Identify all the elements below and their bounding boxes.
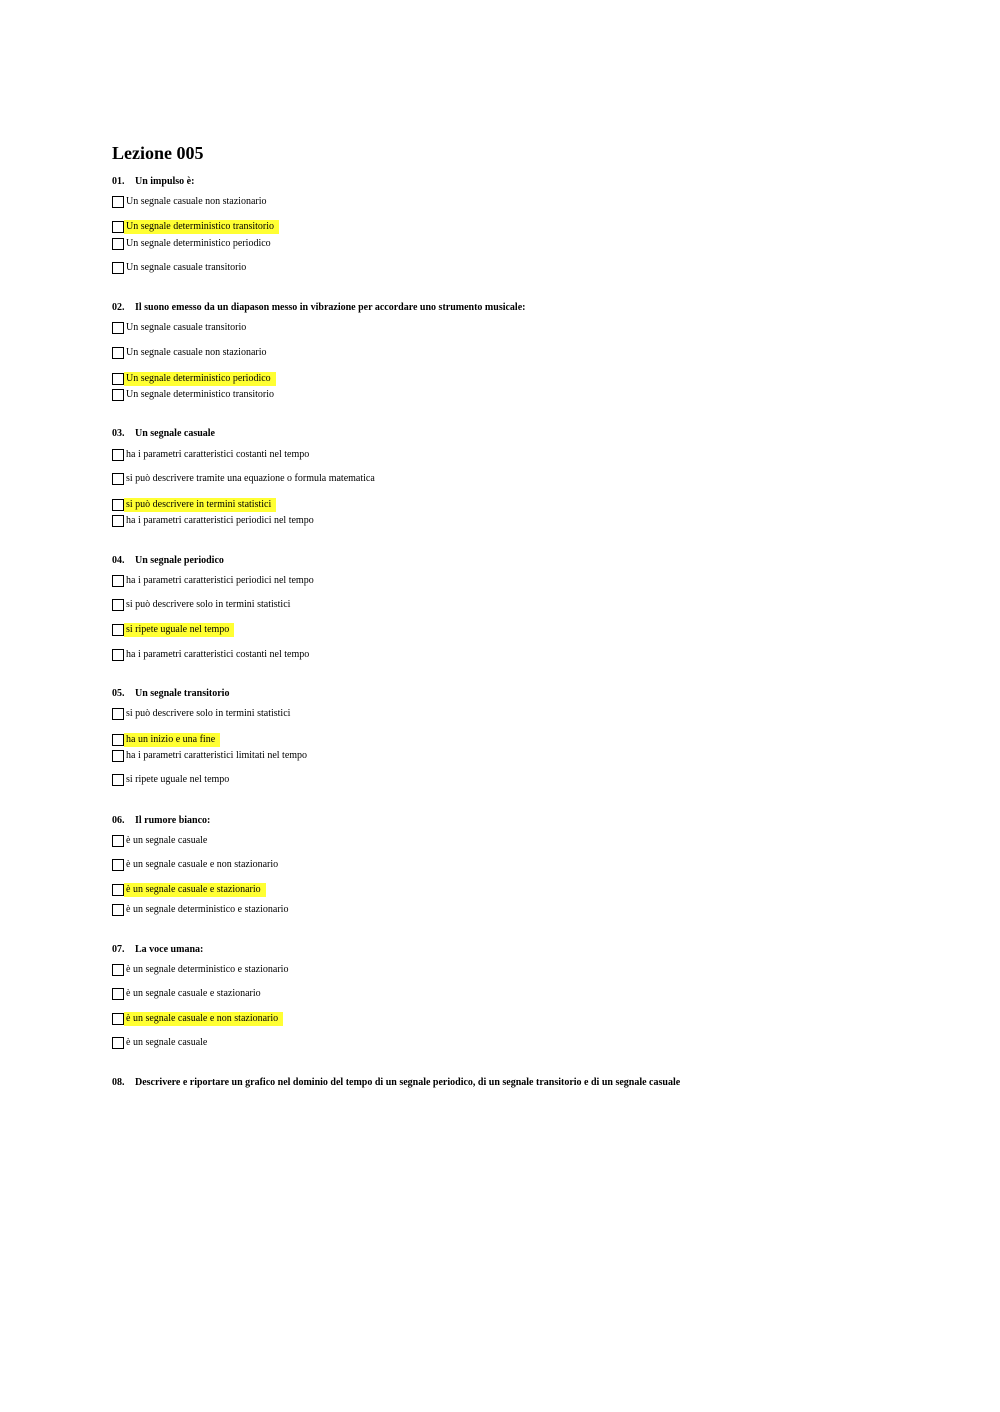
answer-option[interactable] [112,346,272,360]
question-heading [112,554,972,567]
answer-label: Un segnale casuale non stazionario [126,347,267,358]
question-text: Un segnale transitorio [135,688,230,699]
answer-label-highlighted: Un segnale deterministico transitorio [124,220,279,234]
answer-checkbox[interactable] [112,347,124,359]
question-number: 08. [112,1077,125,1088]
question-heading [112,943,972,956]
answer-checkbox[interactable] [112,473,124,485]
answer-checkbox[interactable] [112,988,124,1000]
answer-label: è un segnale deterministico e stazionario [126,964,289,975]
question-heading [112,814,972,827]
answer-checkbox[interactable] [112,750,124,762]
question-text: Descrivere e riportare un grafico nel dominio del tempo di un segnale periodico, di un segnale transitorio e di un segnale casuale [135,1077,681,1088]
answer-checkbox[interactable] [112,649,124,661]
answer-label-highlighted: Un segnale deterministico periodico [124,372,276,386]
question-8 [112,1076,972,1089]
answer-option[interactable] [112,623,234,637]
answer-checkbox[interactable] [112,373,124,385]
question-text: Un segnale periodico [135,555,224,566]
question-number: 03. [112,428,125,439]
answer-option[interactable] [112,195,272,209]
answer-checkbox[interactable] [112,964,124,976]
answer-checkbox[interactable] [112,904,124,916]
answer-checkbox[interactable] [112,499,124,511]
question-text: Un segnale casuale [135,428,215,439]
answer-option[interactable] [112,372,276,386]
question-text: La voce umana: [135,944,204,955]
answer-label: Un segnale casuale transitorio [126,322,247,333]
answer-checkbox[interactable] [112,884,124,896]
question-number: 07. [112,944,125,955]
question-heading [112,301,972,314]
answer-option[interactable] [112,987,266,1001]
question-6 [112,814,972,915]
answer-label: Un segnale deterministico transitorio [126,389,275,400]
question-2 [112,301,972,400]
answer-option[interactable] [112,858,283,872]
answer-label: ha i parametri caratteristici costanti nel tempo [126,649,310,660]
answer-checkbox[interactable] [112,389,124,401]
answer-label-highlighted: è un segnale casuale e stazionario [124,883,266,897]
question-text: Un impulso è: [135,176,195,187]
question-3 [112,427,972,526]
question-4 [112,554,972,660]
answer-checkbox[interactable] [112,196,124,208]
answer-option[interactable] [112,472,380,486]
answer-label: Un segnale casuale transitorio [126,262,247,273]
answer-label-highlighted: si può descrivere in termini statistici [124,498,276,512]
answer-label: ha i parametri caratteristici limitati nel tempo [126,750,308,761]
answer-label-highlighted: ha un inizio e una fine [124,733,220,747]
answer-label: è un segnale casuale [126,835,208,846]
answer-checkbox[interactable] [112,238,124,250]
answer-label: si ripete uguale nel tempo [126,774,230,785]
answer-option[interactable] [112,773,234,787]
answer-option[interactable] [112,903,293,917]
answer-checkbox[interactable] [112,575,124,587]
question-text: Il suono emesso da un diapason messo in vibrazione per accordare uno strumento musicale: [135,302,526,313]
answer-option[interactable] [112,237,276,251]
answer-option[interactable] [112,883,266,897]
answer-option[interactable] [112,834,212,848]
answer-checkbox[interactable] [112,734,124,746]
answer-option[interactable] [112,321,251,335]
answer-option[interactable] [112,963,293,977]
question-heading [112,427,972,440]
answer-option[interactable] [112,733,220,747]
answer-option[interactable] [112,220,279,234]
answer-option[interactable] [112,707,295,721]
answer-option[interactable] [112,598,295,612]
answer-option[interactable] [112,388,279,402]
answer-label: si può descrivere solo in termini statistici [126,599,291,610]
answer-label: ha i parametri caratteristici periodici nel tempo [126,575,314,586]
answer-option[interactable] [112,498,276,512]
answer-checkbox[interactable] [112,1013,124,1025]
answer-checkbox[interactable] [112,221,124,233]
answer-option[interactable] [112,648,314,662]
answer-option[interactable] [112,1012,283,1026]
question-number: 05. [112,688,125,699]
answer-option[interactable] [112,261,251,275]
answer-label: è un segnale casuale e stazionario [126,988,261,999]
question-number: 04. [112,555,125,566]
answer-option[interactable] [112,749,312,763]
question-heading [112,687,972,700]
answer-checkbox[interactable] [112,322,124,334]
question-number: 01. [112,176,125,187]
answer-checkbox[interactable] [112,262,124,274]
answer-checkbox[interactable] [112,1037,124,1049]
answer-label: Un segnale deterministico periodico [126,238,271,249]
answer-label: è un segnale deterministico e stazionario [126,904,289,915]
question-5 [112,687,972,785]
answer-label: Un segnale casuale non stazionario [126,196,267,207]
question-number: 02. [112,302,125,313]
question-1 [112,175,972,273]
answer-checkbox[interactable] [112,859,124,871]
question-text: Il rumore bianco: [135,815,211,826]
question-number: 06. [112,815,125,826]
answer-label-highlighted: è un segnale casuale e non stazionario [124,1012,283,1026]
question-heading [112,1076,972,1089]
answer-label: ha i parametri caratteristici periodici nel tempo [126,515,314,526]
answer-label: si può descrivere solo in termini statistici [126,708,291,719]
answer-label: è un segnale casuale [126,1037,208,1048]
question-7 [112,943,972,1048]
answer-checkbox[interactable] [112,774,124,786]
answer-option[interactable] [112,574,319,588]
answer-checkbox[interactable] [112,624,124,636]
answer-checkbox[interactable] [112,835,124,847]
answer-checkbox[interactable] [112,599,124,611]
answer-label: è un segnale casuale e non stazionario [126,859,279,870]
page-title: Lezione 005 [112,143,204,163]
answer-label: ha i parametri caratteristici costanti nel tempo [126,449,310,460]
answer-checkbox[interactable] [112,515,124,527]
answer-option[interactable] [112,448,314,462]
answer-option[interactable] [112,514,319,528]
answer-checkbox[interactable] [112,708,124,720]
answer-label-highlighted: si ripete uguale nel tempo [124,623,234,637]
answer-checkbox[interactable] [112,449,124,461]
answer-label: si può descrivere tramite una equazione o formula matematica [126,473,375,484]
answer-option[interactable] [112,1036,212,1050]
question-heading [112,175,972,188]
